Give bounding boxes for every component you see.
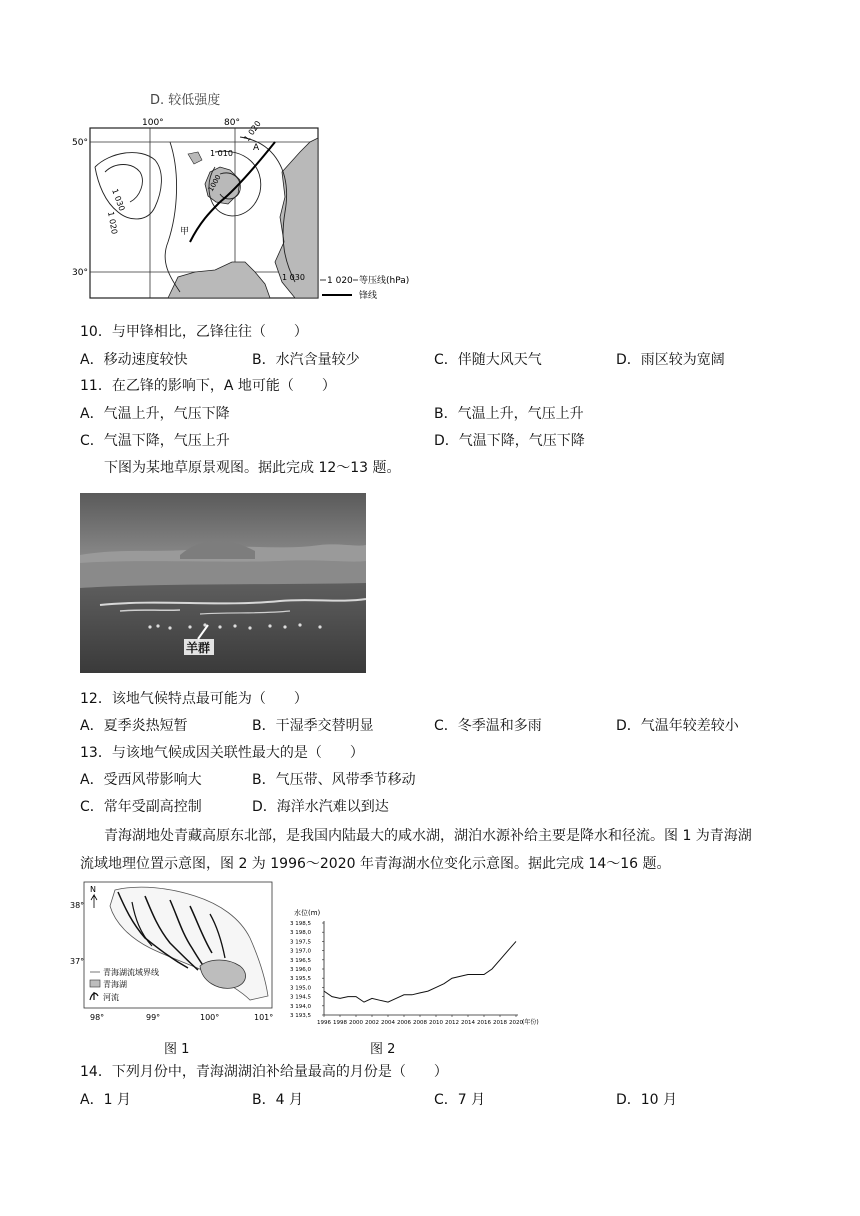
legend-river-text: 河流 <box>103 993 119 1002</box>
q12-option-d[interactable]: D．气温年较差较小 <box>616 718 739 734</box>
isobar-label-1020-left: 1 020 <box>106 210 119 235</box>
lat-label-37: 37° <box>70 957 85 966</box>
x-tick-label: 2006 <box>397 1020 411 1026</box>
y-tick-label: 3 194,5 <box>290 994 311 1001</box>
question-12-stem: 12．该地气候特点最可能为（ ） <box>80 691 308 707</box>
q12-option-c[interactable]: C．冬季温和多雨 <box>434 718 542 734</box>
figure-2-water-level-chart <box>288 903 539 1028</box>
y-tick-label: 3 193,5 <box>290 1013 311 1019</box>
question-11-stem: 11．在乙锋的影响下，A 地可能（ ） <box>80 378 336 394</box>
x-tick-label: 2010 <box>429 1020 443 1026</box>
y-tick-label: 3 197,5 <box>290 939 311 946</box>
q10-option-c[interactable]: C．伴随大风天气 <box>434 352 542 368</box>
question-10-stem: 10．与甲锋相比，乙锋往往（ ） <box>80 324 308 340</box>
q13-option-c[interactable]: C．常年受副高控制 <box>80 799 202 815</box>
q10-option-d[interactable]: D．雨区较为宽阔 <box>616 352 725 368</box>
point-label-a: A <box>253 143 260 153</box>
legend-lake-text: 青海湖 <box>103 980 127 989</box>
lat-label-38: 38° <box>70 901 85 910</box>
x-tick-label: 2014 <box>461 1020 475 1026</box>
front-label-jia: 甲 <box>180 227 190 237</box>
lon-label-100: 100° <box>200 1013 220 1022</box>
y-tick-label: 3 196,0 <box>290 967 311 973</box>
figure-1-basin-map <box>70 878 278 1028</box>
grassland-photo <box>80 493 366 673</box>
question-13-stem: 13．与该地气候成因关联性最大的是（ ） <box>80 745 364 761</box>
chart-y-axis-label: 水位(m) <box>294 909 321 917</box>
figure-2-caption: 图 2 <box>370 1042 396 1057</box>
lat-label-30: 30° <box>72 268 88 278</box>
q13-option-d[interactable]: D．海洋水汽难以到达 <box>252 799 389 815</box>
x-tick-label: 2004 <box>381 1020 395 1026</box>
q14-option-b[interactable]: B．4 月 <box>252 1092 303 1108</box>
legend-boundary-text: 青海湖流域界线 <box>103 968 159 977</box>
q11-option-c[interactable]: C．气温下降，气压上升 <box>80 433 230 449</box>
intro-14-16-line-1: 青海湖地处青藏高原东北部，是我国内陆最大的咸水湖，湖泊水源补给主要是降水和径流。图 1 为青海湖 <box>104 828 752 844</box>
question-14-stem: 14．下列月份中，青海湖湖泊补给量最高的月份是（ ） <box>80 1064 448 1080</box>
x-tick-label: 2000 <box>349 1020 363 1026</box>
isobar-label-1030-bottom: 1 030 <box>282 273 305 282</box>
y-tick-label: 3 197,0 <box>290 948 311 955</box>
isobar-label-1010: 1 010 <box>210 149 233 158</box>
x-tick-label: 1998 <box>333 1020 347 1026</box>
q11-option-b[interactable]: B．气温上升，气压上升 <box>434 406 584 422</box>
lon-label-80: 80° <box>224 118 240 128</box>
legend-front-text: 锋线 <box>359 291 378 301</box>
north-label: N <box>90 885 96 894</box>
q10-option-b[interactable]: B．水汽含量较少 <box>252 352 360 368</box>
q11-option-a[interactable]: A．气温上升，气压下降 <box>80 406 230 422</box>
x-tick-label: 1996 <box>317 1020 331 1026</box>
figure-1-caption: 图 1 <box>164 1042 190 1057</box>
isobar-label-1000: 1000 <box>206 173 223 193</box>
intro-14-16 <box>80 822 800 878</box>
q13-option-b[interactable]: B．气压带、风带季节移动 <box>252 772 416 788</box>
lon-label-100: 100° <box>142 118 164 128</box>
lat-label-50: 50° <box>72 138 88 148</box>
x-tick-label: 2018 <box>493 1020 507 1026</box>
q14-option-c[interactable]: C．7 月 <box>434 1092 486 1108</box>
q12-option-b[interactable]: B．干湿季交替明显 <box>252 718 374 734</box>
legend-isobar-text: 等压线(hPa) <box>359 276 410 286</box>
isobar-label-1030-left: 1 030 <box>110 187 127 213</box>
weather-map <box>70 112 430 302</box>
cut-off-option-text: D. 较低强度 <box>150 93 221 108</box>
intro-12-13: 下图为某地草原景观图。据此完成 12～13 题。 <box>104 460 401 476</box>
q11-option-d[interactable]: D．气温下降，气压下降 <box>434 433 585 449</box>
photo-label-sheep: 羊群 <box>186 641 211 655</box>
y-tick-label: 3 198,0 <box>290 930 311 937</box>
q14-option-a[interactable]: A．1 月 <box>80 1092 131 1108</box>
x-tick-label: 2012 <box>445 1020 459 1026</box>
lon-label-99: 99° <box>146 1013 161 1022</box>
y-tick-label: 3 195,5 <box>290 976 311 983</box>
x-tick-label: 2020 <box>509 1020 523 1026</box>
q12-option-a[interactable]: A．夏季炎热短暂 <box>80 718 188 734</box>
isobar-label-1020-top: 1 020 <box>242 119 263 144</box>
q14-option-d[interactable]: D．10 月 <box>616 1092 678 1108</box>
q10-option-a[interactable]: A．移动速度较快 <box>80 352 188 368</box>
chart-x-axis-label: (年份) <box>522 1019 539 1026</box>
lon-label-98: 98° <box>90 1013 105 1022</box>
x-tick-label: 2008 <box>413 1020 427 1026</box>
lon-label-101: 101° <box>254 1013 274 1022</box>
y-tick-label: 3 196,5 <box>290 957 311 964</box>
water-level-series-line <box>324 941 516 1002</box>
x-tick-label: 2016 <box>477 1020 491 1026</box>
x-tick-label: 2002 <box>365 1020 379 1026</box>
legend-isobar-value: 1 020 <box>327 276 353 286</box>
y-tick-label: 3 194,0 <box>290 1003 311 1010</box>
y-tick-label: 3 198,5 <box>290 921 311 927</box>
q13-option-a[interactable]: A．受西风带影响大 <box>80 772 202 788</box>
intro-14-16-line-2: 流域地理位置示意图，图 2 为 1996～2020 年青海湖水位变化示意图。据此完成 14～16 题。 <box>80 856 671 872</box>
y-tick-label: 3 195,0 <box>290 985 311 992</box>
